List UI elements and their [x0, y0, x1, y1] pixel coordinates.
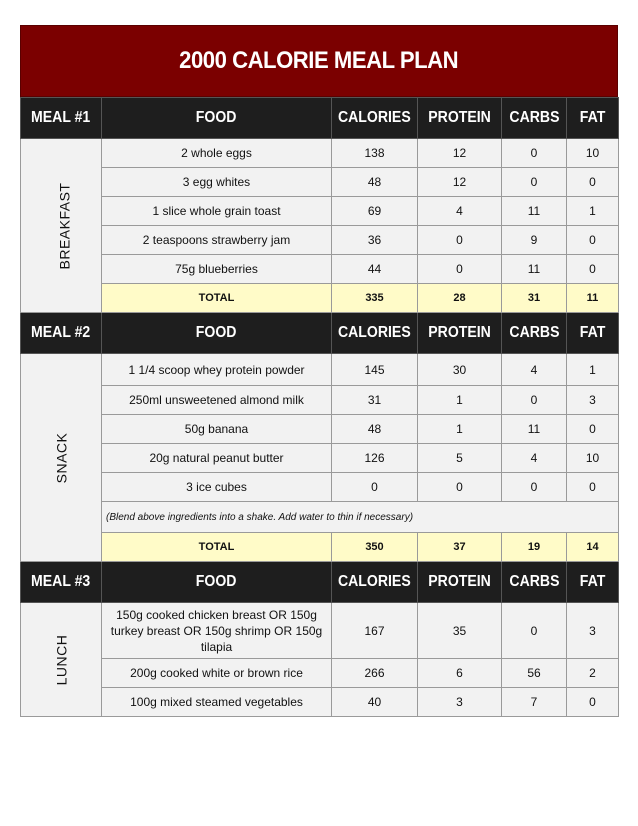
- meal-3-header-row: [21, 562, 619, 603]
- food-cell: 3 egg whites: [102, 168, 332, 197]
- fat-cell: 2: [567, 659, 619, 688]
- meal-3-header-fat: FAT: [567, 562, 619, 603]
- table-row: [21, 255, 619, 284]
- table-row: [21, 197, 619, 226]
- table-row: [21, 226, 619, 255]
- calories-cell: 48: [332, 168, 418, 197]
- carbs-cell: 0: [502, 473, 567, 502]
- calories-cell: 167: [332, 603, 418, 659]
- carbs-cell: 56: [502, 659, 567, 688]
- fat-cell: 0: [567, 168, 619, 197]
- meal-2-header-carbs: CARBS: [502, 313, 567, 354]
- meal-2-header-meal: MEAL #2: [21, 313, 102, 354]
- calories-cell: 145: [332, 354, 418, 386]
- total-calories: 335: [332, 284, 418, 313]
- meal-2-total-row: [21, 533, 619, 562]
- fat-cell: 0: [567, 415, 619, 444]
- page-title-text: 2000 CALORIE MEAL PLAN: [179, 47, 459, 74]
- carbs-cell: 0: [502, 139, 567, 168]
- calories-cell: 40: [332, 688, 418, 717]
- calories-cell: 69: [332, 197, 418, 226]
- meal-3-header-food: FOOD: [102, 562, 332, 603]
- total-protein: 37: [418, 533, 502, 562]
- food-cell: 20g natural peanut butter: [102, 444, 332, 473]
- meal-2-header-food: FOOD: [102, 313, 332, 354]
- meal-1-header-row: [21, 98, 619, 139]
- total-label: TOTAL: [102, 533, 332, 562]
- protein-cell: 5: [418, 444, 502, 473]
- food-cell: 150g cooked chicken breast OR 150g turkey breast OR 150g shrimp OR 150g tilapia: [102, 603, 332, 659]
- calories-cell: 36: [332, 226, 418, 255]
- fat-cell: 10: [567, 444, 619, 473]
- calories-cell: 126: [332, 444, 418, 473]
- food-cell: 75g blueberries: [102, 255, 332, 284]
- food-cell: 1 1/4 scoop whey protein powder: [102, 354, 332, 386]
- total-calories: 350: [332, 533, 418, 562]
- food-cell: 100g mixed steamed vegetables: [102, 688, 332, 717]
- protein-cell: 12: [418, 168, 502, 197]
- total-fat: 14: [567, 533, 619, 562]
- table-row: [21, 603, 619, 659]
- meal-3-header-calories: CALORIES: [332, 562, 418, 603]
- calories-cell: 44: [332, 255, 418, 284]
- meal-1-total-row: [21, 284, 619, 313]
- table-row: [21, 139, 619, 168]
- protein-cell: 0: [418, 473, 502, 502]
- meal-plan-table: [20, 97, 619, 717]
- meal-2-header-fat: FAT: [567, 313, 619, 354]
- fat-cell: 0: [567, 688, 619, 717]
- table-row: [21, 386, 619, 415]
- carbs-cell: 4: [502, 354, 567, 386]
- food-cell: 50g banana: [102, 415, 332, 444]
- fat-cell: 0: [567, 255, 619, 284]
- table-row: [21, 688, 619, 717]
- calories-cell: 138: [332, 139, 418, 168]
- protein-cell: 1: [418, 386, 502, 415]
- carbs-cell: 0: [502, 603, 567, 659]
- meal-2-label: SNACK: [21, 354, 102, 562]
- food-cell: 2 whole eggs: [102, 139, 332, 168]
- protein-cell: 0: [418, 226, 502, 255]
- page-title: [20, 25, 618, 97]
- protein-cell: 6: [418, 659, 502, 688]
- total-carbs: 31: [502, 284, 567, 313]
- total-protein: 28: [418, 284, 502, 313]
- food-cell: 2 teaspoons strawberry jam: [102, 226, 332, 255]
- food-cell: 3 ice cubes: [102, 473, 332, 502]
- fat-cell: 0: [567, 473, 619, 502]
- protein-cell: 0: [418, 255, 502, 284]
- meal-2-header-calories: CALORIES: [332, 313, 418, 354]
- table-row: [21, 354, 619, 386]
- protein-cell: 12: [418, 139, 502, 168]
- food-cell: 250ml unsweetened almond milk: [102, 386, 332, 415]
- meal-2-header-row: [21, 313, 619, 354]
- carbs-cell: 0: [502, 386, 567, 415]
- meal-1-header-meal: MEAL #1: [21, 98, 102, 139]
- carbs-cell: 7: [502, 688, 567, 717]
- table-row: [21, 659, 619, 688]
- total-label: TOTAL: [102, 284, 332, 313]
- carbs-cell: 11: [502, 415, 567, 444]
- protein-cell: 1: [418, 415, 502, 444]
- blend-note: (Blend above ingredients into a shake. Add water to thin if necessary): [102, 502, 619, 533]
- protein-cell: 3: [418, 688, 502, 717]
- protein-cell: 30: [418, 354, 502, 386]
- meal-plan-sheet: [20, 25, 618, 717]
- total-fat: 11: [567, 284, 619, 313]
- table-row: [21, 473, 619, 502]
- fat-cell: 1: [567, 354, 619, 386]
- meal-3-header-meal: MEAL #3: [21, 562, 102, 603]
- meal-1-header-carbs: CARBS: [502, 98, 567, 139]
- calories-cell: 0: [332, 473, 418, 502]
- carbs-cell: 9: [502, 226, 567, 255]
- meal-1-header-food: FOOD: [102, 98, 332, 139]
- total-carbs: 19: [502, 533, 567, 562]
- fat-cell: 10: [567, 139, 619, 168]
- fat-cell: 3: [567, 386, 619, 415]
- carbs-cell: 0: [502, 168, 567, 197]
- protein-cell: 4: [418, 197, 502, 226]
- fat-cell: 3: [567, 603, 619, 659]
- meal-1-header-fat: FAT: [567, 98, 619, 139]
- meal-3-header-protein: PROTEIN: [418, 562, 502, 603]
- fat-cell: 0: [567, 226, 619, 255]
- calories-cell: 31: [332, 386, 418, 415]
- fat-cell: 1: [567, 197, 619, 226]
- meal-2-note-row: [21, 502, 619, 533]
- meal-2-header-protein: PROTEIN: [418, 313, 502, 354]
- food-cell: 200g cooked white or brown rice: [102, 659, 332, 688]
- table-row: [21, 168, 619, 197]
- calories-cell: 48: [332, 415, 418, 444]
- table-row: [21, 415, 619, 444]
- meal-1-header-calories: CALORIES: [332, 98, 418, 139]
- meal-1-label: BREAKFAST: [21, 139, 102, 313]
- carbs-cell: 11: [502, 197, 567, 226]
- food-cell: 1 slice whole grain toast: [102, 197, 332, 226]
- carbs-cell: 4: [502, 444, 567, 473]
- meal-1-header-protein: PROTEIN: [418, 98, 502, 139]
- meal-3-header-carbs: CARBS: [502, 562, 567, 603]
- calories-cell: 266: [332, 659, 418, 688]
- meal-3-label: LUNCH: [21, 603, 102, 717]
- carbs-cell: 11: [502, 255, 567, 284]
- table-row: [21, 444, 619, 473]
- protein-cell: 35: [418, 603, 502, 659]
